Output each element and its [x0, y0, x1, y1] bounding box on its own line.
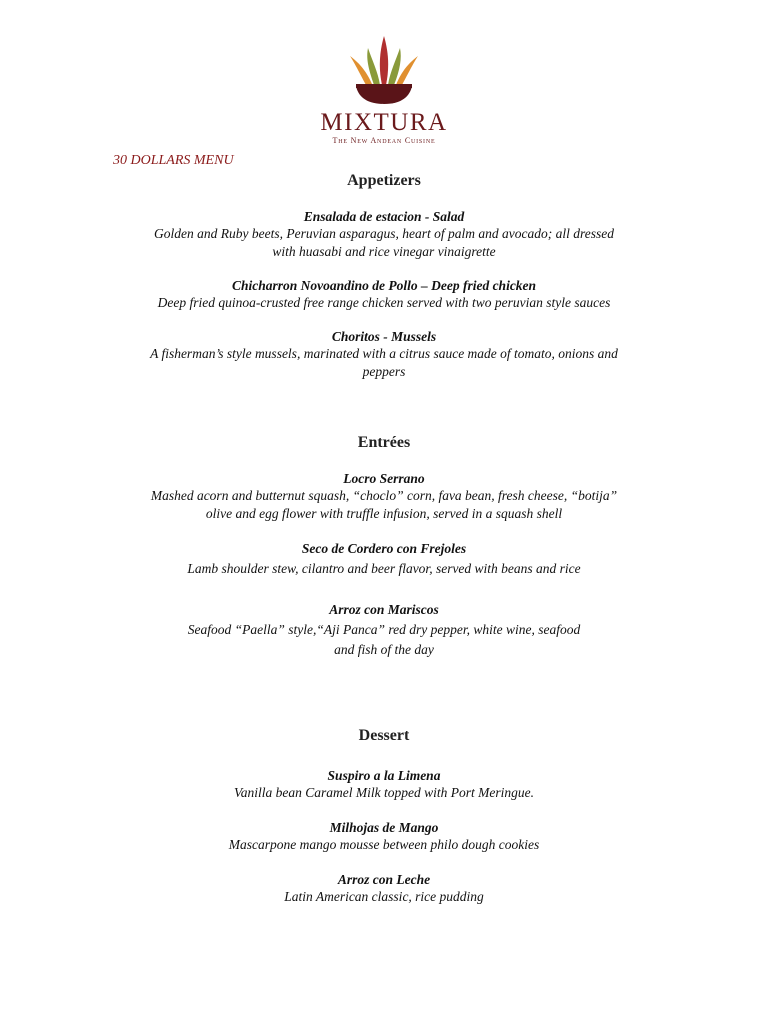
item-name: Arroz con Mariscos: [329, 602, 439, 617]
menu-item: [110, 208, 658, 261]
section-title-entrees: Entrées: [357, 434, 411, 451]
item-description: Deep fried quinoa-crusted free range chicken served with two peruvian style sauces: [157, 295, 611, 310]
menu-price-label: 30 DOLLARS MENU: [113, 153, 234, 168]
menu-item: [110, 767, 658, 802]
brand-tagline: The New Andean Cuisine: [332, 136, 436, 145]
menu-item: [110, 277, 658, 312]
item-description: olive and egg flower with truffle infusion, served in a squash shell: [205, 506, 563, 521]
item-description: with huasabi and rice vinegar vinaigrette: [272, 244, 496, 259]
item-description: Lamb shoulder stew, cilantro and beer flavor, served with beans and rice: [187, 561, 581, 576]
menu-item: [110, 819, 658, 854]
restaurant-logo: [314, 30, 454, 148]
item-name: Seco de Cordero con Frejoles: [301, 541, 467, 556]
item-description: Seafood “Paella” style,“Aji Panca” red dry pepper, white wine, seafood: [187, 622, 581, 637]
item-description: Vanilla bean Caramel Milk topped with Port Meringue.: [234, 785, 534, 800]
item-description: peppers: [362, 364, 406, 379]
item-description: and fish of the day: [334, 642, 434, 657]
item-name: Choritos - Mussels: [331, 329, 437, 344]
menu-item: [110, 540, 658, 578]
item-description: Latin American classic, rice pudding: [284, 889, 484, 904]
brand-name: MIXTURA: [320, 109, 448, 136]
section-title-appetizers: Appetizers: [347, 172, 421, 189]
item-description: Mashed acorn and butternut squash, “choclo” corn, fava bean, fresh cheese, “botija”: [150, 488, 618, 503]
item-name: Suspiro a la Limena: [327, 768, 441, 783]
item-description: A fisherman’s style mussels, marinated with a citrus sauce made of tomato, onions and: [150, 346, 618, 361]
item-name: Ensalada de estacion - Salad: [303, 209, 465, 224]
menu-item: [110, 871, 658, 906]
item-description: Golden and Ruby beets, Peruvian asparagus, heart of palm and avocado; all dressed: [154, 226, 614, 241]
menu-item: [110, 601, 658, 660]
item-description: Mascarpone mango mousse between philo dough cookies: [228, 837, 540, 852]
section-title-dessert: Dessert: [358, 727, 410, 744]
flame-bowl-icon: [344, 30, 424, 110]
item-name: Chicharron Novoandino de Pollo – Deep fried chicken: [231, 278, 537, 293]
item-name: Arroz con Leche: [337, 872, 431, 887]
item-name: Milhojas de Mango: [329, 820, 439, 835]
menu-item: [110, 328, 658, 381]
item-name: Locro Serrano: [343, 471, 425, 486]
menu-item: [110, 470, 658, 523]
